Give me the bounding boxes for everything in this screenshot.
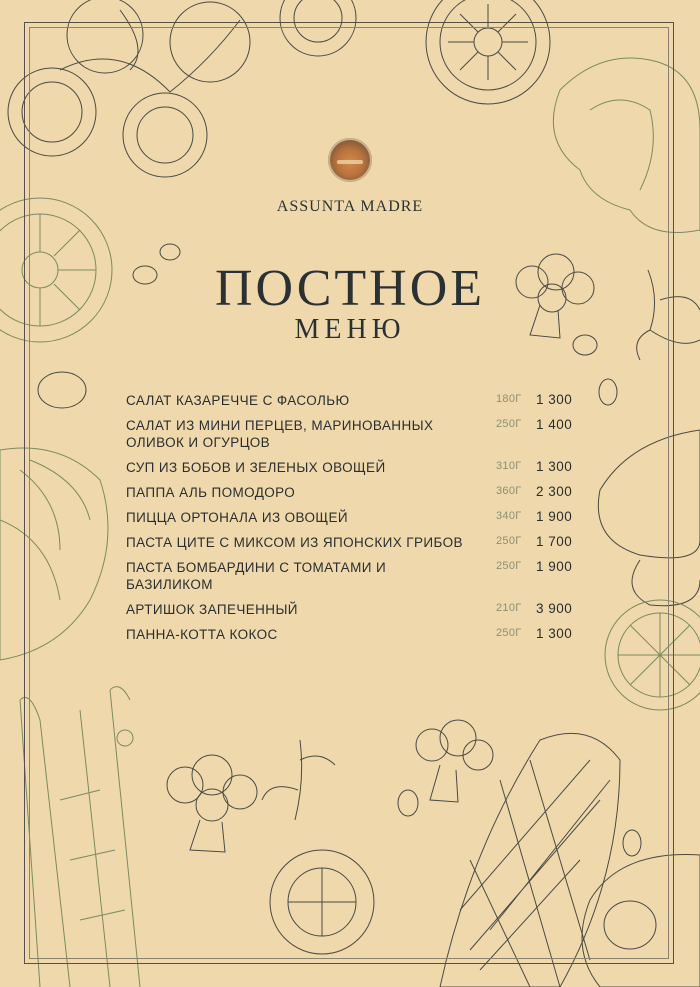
dish-name: САЛАТ КАЗАРЕЧЧЕ С ФАСОЛЬЮ	[126, 393, 350, 408]
menu-item	[126, 417, 586, 451]
dish-weight: 250Г	[496, 627, 522, 639]
dish-weight: 180Г	[496, 393, 522, 405]
dish-price: 2 300	[536, 484, 573, 499]
menu-item	[126, 559, 586, 593]
dish-name: САЛАТ ИЗ МИНИ ПЕРЦЕВ, МАРИНОВАННЫХ ОЛИВОК И ОГУРЦОВ	[126, 418, 434, 450]
brand-name: ASSUNTA MADRE	[276, 198, 424, 215]
dish-weight: 250Г	[496, 418, 522, 430]
dish-price: 1 400	[536, 417, 573, 432]
dish-name: СУП ИЗ БОБОВ И ЗЕЛЕНЫХ ОВОЩЕЙ	[126, 460, 386, 475]
menu-item	[126, 534, 586, 551]
dish-weight: 250Г	[496, 535, 522, 547]
dish-weight: 360Г	[496, 485, 522, 497]
dish-name: ПАННА-КОТТА КОКОС	[126, 627, 278, 642]
dish-price: 1 300	[536, 392, 573, 407]
dish-price: 1 700	[536, 534, 573, 549]
dish-weight: 250Г	[496, 560, 522, 572]
menu-item	[126, 601, 586, 618]
dish-price: 1 300	[536, 626, 573, 641]
dish-weight: 310Г	[496, 460, 522, 472]
menu-item	[126, 459, 586, 476]
menu-item	[126, 484, 586, 501]
dish-name: ПАСТА ЦИТЕ С МИКСОМ ИЗ ЯПОНСКИХ ГРИБОВ	[126, 535, 463, 550]
menu-title: ПОСТНОЕ	[214, 260, 486, 317]
dish-price: 1 900	[536, 509, 573, 524]
dish-name: АРТИШОК ЗАПЕЧЕННЫЙ	[126, 602, 298, 617]
menu-subtitle: МЕНЮ	[294, 314, 406, 345]
dish-weight: 210Г	[496, 602, 522, 614]
dish-name: ПАСТА БОМБАРДИНИ С ТОМАТАМИ И БАЗИЛИКОМ	[126, 560, 387, 592]
restaurant-logo-icon	[328, 138, 372, 182]
dish-weight: 340Г	[496, 510, 522, 522]
dish-name: ПАППА АЛЬ ПОМОДОРО	[126, 485, 296, 500]
dish-price: 1 900	[536, 559, 573, 574]
menu-item	[126, 626, 586, 643]
menu-item	[126, 392, 586, 409]
dish-price: 3 900	[536, 601, 573, 616]
menu-list	[126, 392, 586, 651]
dish-price: 1 300	[536, 459, 573, 474]
dish-name: ПИЦЦА ОРТОНАЛА ИЗ ОВОЩЕЙ	[126, 510, 348, 525]
menu-item	[126, 509, 586, 526]
